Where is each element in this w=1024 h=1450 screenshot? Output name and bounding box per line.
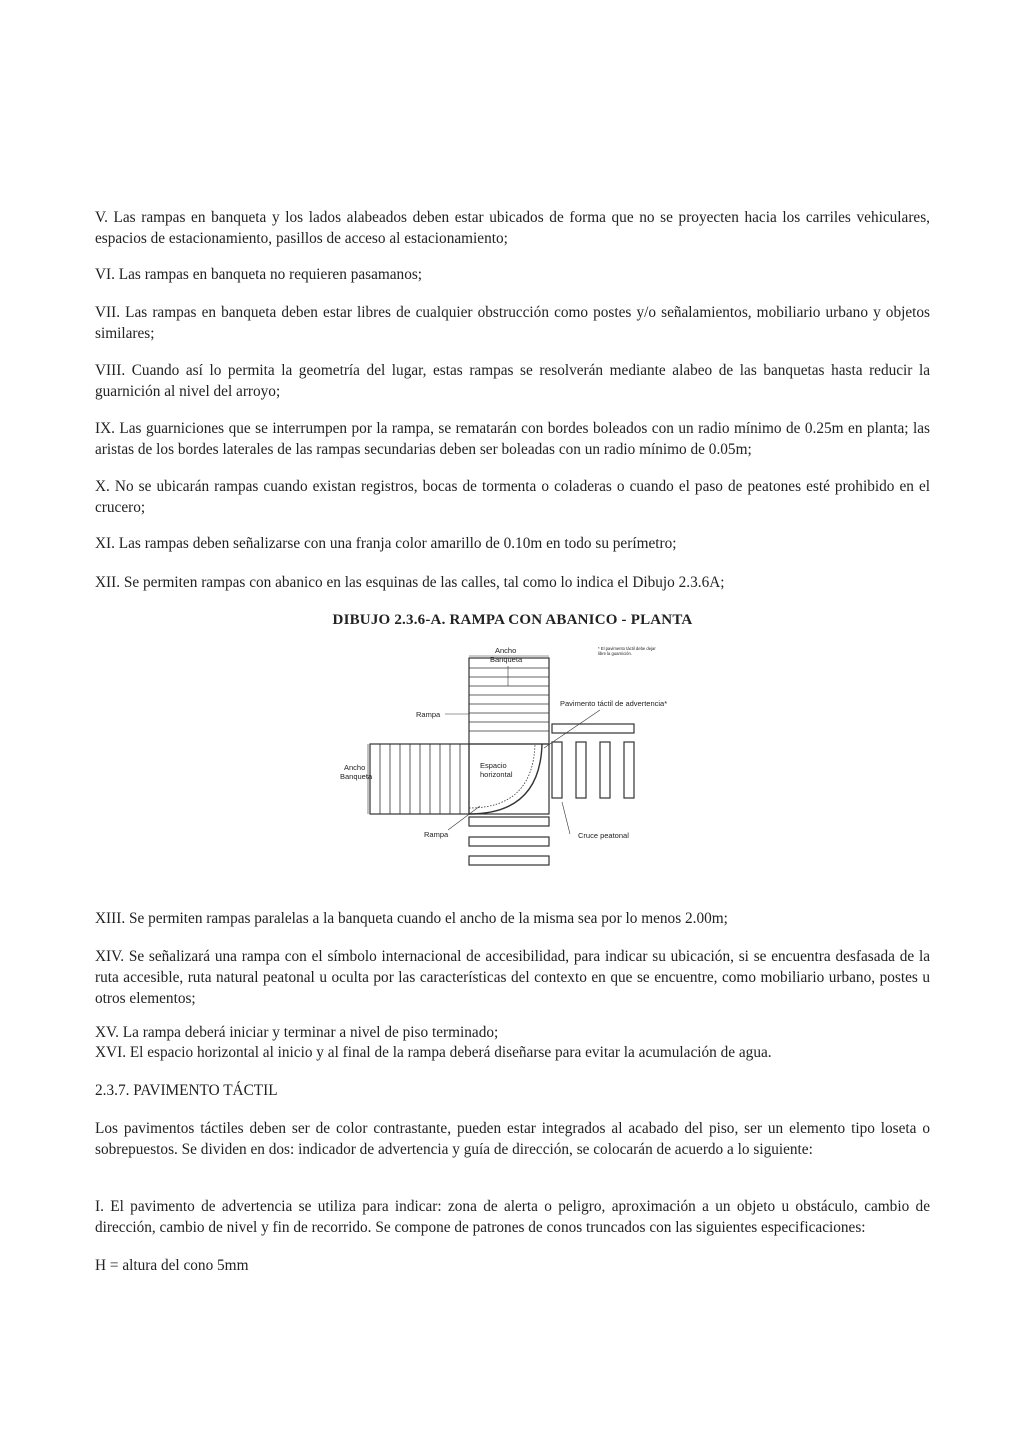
ramp-plan-drawing xyxy=(330,640,690,880)
crosswalk-bar xyxy=(552,742,562,798)
paragraph-xiii: XIII. Se permiten rampas paralelas a la banqueta cuando el ancho de la misma sea por lo menos 2.00m; xyxy=(95,910,728,927)
crosswalk-bar-h xyxy=(469,856,549,865)
label-ancho-left: Ancho xyxy=(344,763,366,772)
paragraph-xiv: XIV. Se señalizará una rampa con el símbolo internacional de accesibilidad, para indicar su ubicación, si se encuentra desfasada de la ruta accesible, ruta natural peatonal u oculta por las características del contexto en que se encuentre, como mobiliario urbano, postes u otros elementos; xyxy=(95,948,930,1007)
paragraph-tactile-intro: Los pavimentos táctiles deben ser de color contrastante, pueden estar integrados al acabado del piso, ser un elemento tipo loseta o sobrepuestos. Se dividen en dos: indicador de advertencia y guía de dirección, se colocarán de acuerdo a lo siguiente: xyxy=(95,1120,930,1158)
label-note-1: * El pavimento táctil debe dejar xyxy=(598,646,656,651)
paragraph-xv: XV. La rampa deberá iniciar y terminar a nivel de piso terminado; xyxy=(95,1024,499,1041)
crosswalk-bar-h xyxy=(552,724,634,733)
top-sidewalk-stripes xyxy=(469,668,549,731)
paragraph-vi: VI. Las rampas en banqueta no requieren pasamanos; xyxy=(95,266,423,283)
label-horizontal: horizontal xyxy=(480,770,513,779)
crosswalk-bar-h xyxy=(469,817,549,826)
ramp-plan-svg xyxy=(330,640,690,880)
crosswalk-bar xyxy=(600,742,610,798)
label-espacio: Espacio xyxy=(480,761,507,770)
paragraph-tactile-i: I. El pavimento de advertencia se utiliza para indicar: zona de alerta o peligro, aproximación a un objeto u obstáculo, cambio de dirección, cambio de nivel y fin de recorrido. Se compone de patrones de conos truncados con las siguientes especificaciones: xyxy=(95,1198,930,1236)
paragraph-xi: XI. Las rampas deben señalizarse con una franja color amarillo de 0.10m en todo su perímetro; xyxy=(95,535,677,552)
left-sidewalk-stripes xyxy=(380,744,460,814)
paragraph-vii: VII. Las rampas en banqueta deben estar libres de cualquier obstrucción como postes y/o señalamientos, mobiliario urbano y objetos similares; xyxy=(95,304,930,342)
left-sidewalk xyxy=(370,744,469,814)
drawing-labels xyxy=(340,646,667,840)
paragraph-x: X. No se ubicarán rampas cuando existan registros, bocas de tormenta o coladeras o cuando el paso de peatones esté prohibido en el crucero; xyxy=(95,478,930,516)
label-banqueta-left: Banqueta xyxy=(340,772,373,781)
label-pavimento: Pavimento táctil de advertencia* xyxy=(560,699,668,708)
section-heading: 2.3.7. PAVIMENTO TÁCTIL xyxy=(95,1082,278,1099)
paragraph-xii: XII. Se permiten rampas con abanico en las esquinas de las calles, tal como lo indica el Dibujo 2.3.6A; xyxy=(95,574,725,591)
crosswalk-bar xyxy=(576,742,586,798)
label-cruce: Cruce peatonal xyxy=(578,831,629,840)
crosswalk-bar-h xyxy=(469,837,549,846)
label-ancho-top: Ancho xyxy=(495,646,517,655)
paragraph-ix: IX. Las guarniciones que se interrumpen por la rampa, se rematarán con bordes boleados con un radio mínimo de 0.25m en planta; las aristas de los bordes laterales de las rampas secundarias deben ser boleadas con un radio mínimo de 0.05m; xyxy=(95,420,930,458)
label-note-2: libre la guarnición. xyxy=(598,651,632,656)
label-rampa-bottom: Rampa xyxy=(424,830,449,839)
paragraph-viii: VIII. Cuando así lo permita la geometría del lugar, estas rampas se resolverán mediante alabeo de las banquetas hasta reducir la guarnición al nivel del arroyo; xyxy=(95,362,930,400)
crosswalk-bar xyxy=(624,742,634,798)
paragraph-cone-height: H = altura del cono 5mm xyxy=(95,1257,249,1274)
paragraph-v: V. Las rampas en banqueta y los lados alabeados deben estar ubicados de forma que no se proyecten hacia los carriles vehiculares, espacios de estacionamiento, pasillos de acceso al estacionamiento; xyxy=(95,209,930,247)
figure-title: DIBUJO 2.3.6-A. RAMPA CON ABANICO - PLANTA xyxy=(332,612,693,628)
fan-ramp-curve xyxy=(469,744,542,814)
label-banqueta-top: Banqueta xyxy=(490,655,523,664)
paragraph-xvi: XVI. El espacio horizontal al inicio y al final de la rampa deberá diseñarse para evitar la acumulación de agua. xyxy=(95,1044,772,1061)
label-rampa-top: Rampa xyxy=(416,710,441,719)
corner-space xyxy=(469,744,549,814)
